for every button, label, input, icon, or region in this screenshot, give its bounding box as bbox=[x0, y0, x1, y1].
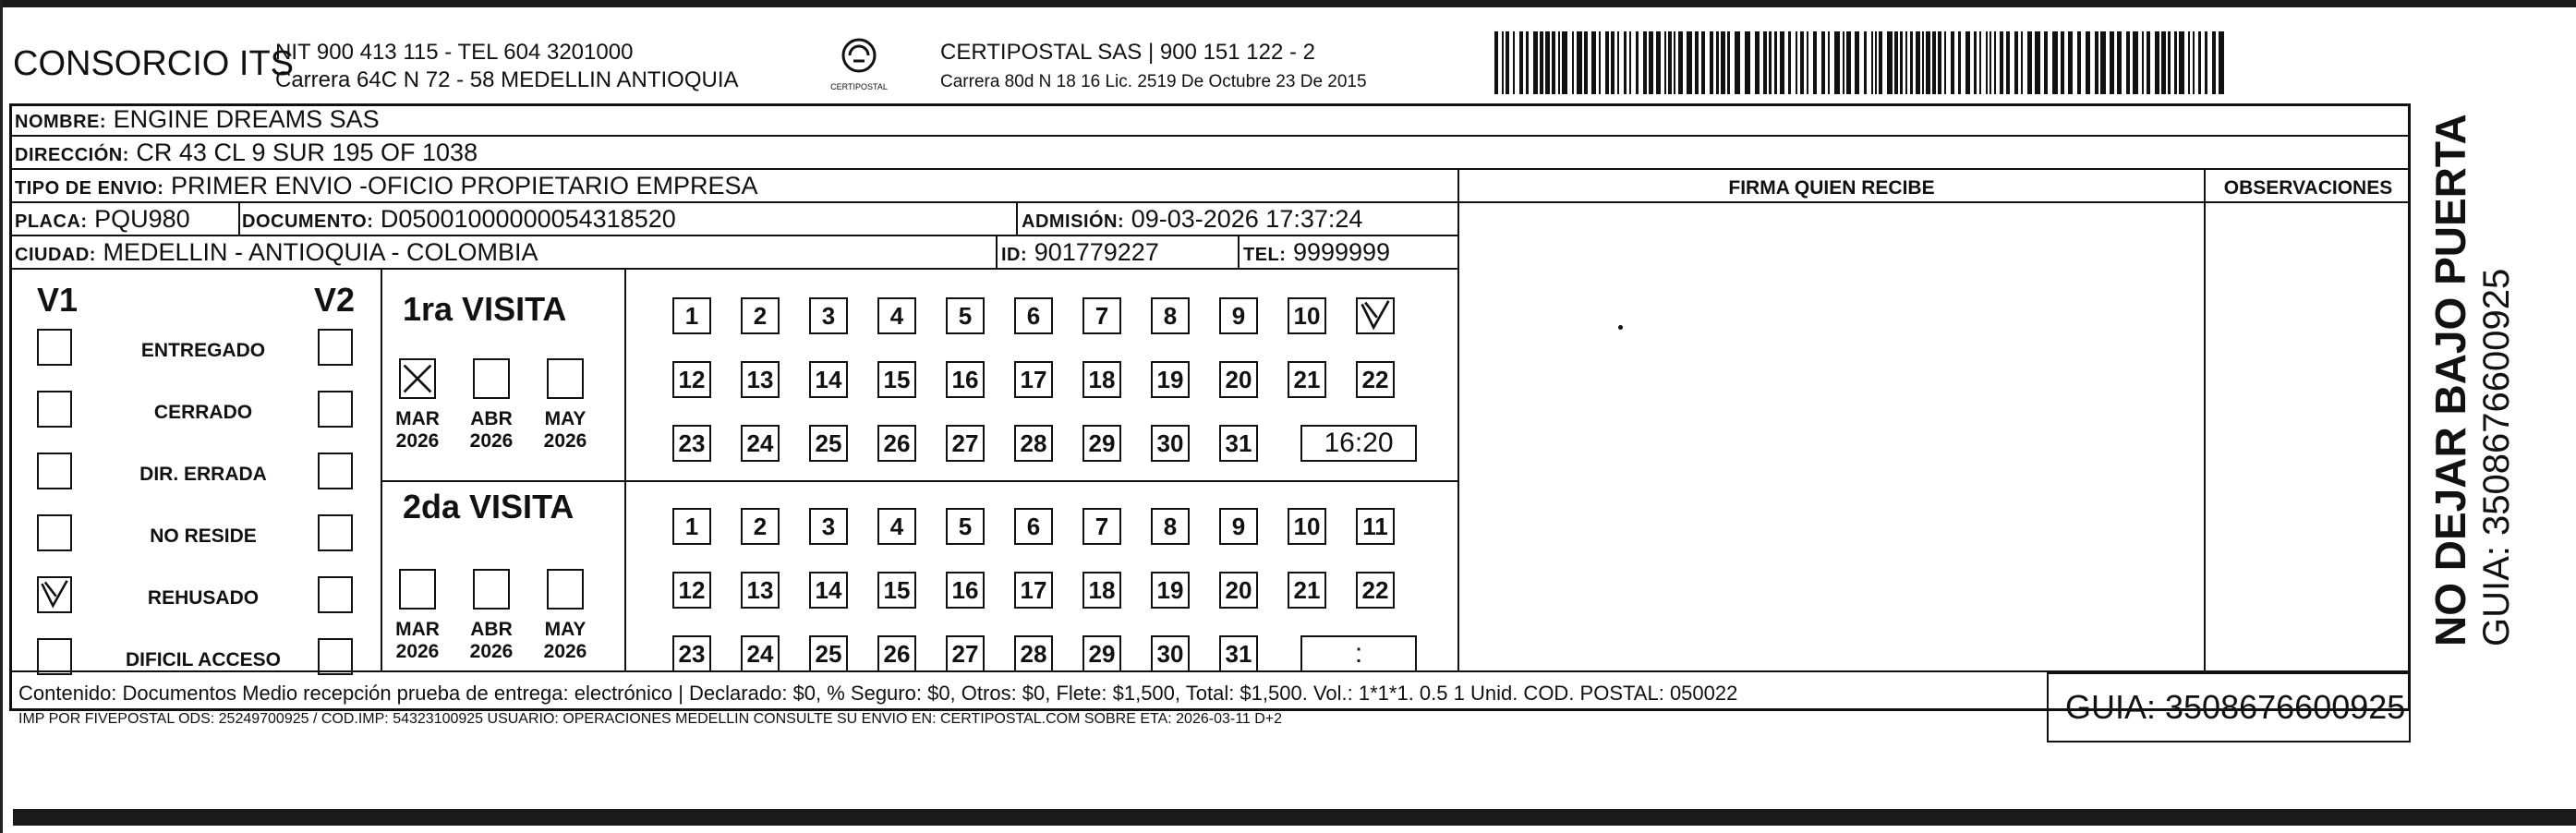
barcode-bar bbox=[2014, 31, 2018, 94]
barcode-bar bbox=[1938, 31, 1941, 94]
barcode-bar bbox=[1932, 31, 1936, 94]
v2-checkbox bbox=[318, 453, 353, 489]
barcode-bar bbox=[1986, 31, 1988, 94]
first-day-box: 31 bbox=[1219, 425, 1258, 462]
documento-label: DOCUMENTO: bbox=[242, 211, 374, 232]
firma-header: FIRMA QUIEN RECIBE bbox=[1728, 177, 1935, 199]
second-day-box: 14 bbox=[809, 572, 848, 609]
obs-col-divider bbox=[2204, 170, 2206, 672]
barcode-bar bbox=[2021, 31, 2023, 94]
barcode-bar bbox=[1763, 31, 1767, 94]
barcode-bar bbox=[1958, 31, 1961, 94]
check-mark-icon bbox=[39, 578, 70, 611]
visit-divider bbox=[381, 480, 1457, 482]
barcode-bar bbox=[1664, 31, 1666, 94]
barcode-bar bbox=[1506, 31, 1509, 94]
first-day-box: 26 bbox=[877, 425, 916, 462]
nombre-value: ENGINE DREAMS SAS bbox=[113, 105, 380, 133]
barcode-bar bbox=[1871, 31, 1873, 94]
carrier-license: Carrera 80d N 18 16 Lic. 2519 De Octubre 23 De 2015 bbox=[940, 72, 1367, 91]
month-year: 2026 bbox=[543, 430, 587, 452]
barcode-bar bbox=[1624, 31, 1627, 94]
barcode-bar bbox=[2155, 31, 2159, 94]
tel-label: TEL: bbox=[1243, 245, 1287, 265]
first-day-box: 25 bbox=[809, 425, 848, 462]
bottom-border bbox=[13, 809, 2576, 826]
barcode-bar bbox=[1994, 31, 1996, 94]
barcode-bar bbox=[1879, 31, 1882, 94]
admision-label: ADMISIÓN: bbox=[1022, 211, 1125, 232]
documento-value: D05001000000054318520 bbox=[380, 205, 676, 233]
first-day-box: 8 bbox=[1151, 297, 1190, 334]
second-day-box: 25 bbox=[809, 635, 848, 672]
second-month-checkbox bbox=[399, 569, 436, 610]
first-day-box bbox=[1356, 297, 1395, 334]
barcode-bar bbox=[1721, 31, 1725, 94]
first-day-box: 30 bbox=[1151, 425, 1190, 462]
barcode-bar bbox=[2110, 31, 2114, 94]
first-day-box: 2 bbox=[741, 297, 780, 334]
company-info bbox=[275, 39, 739, 94]
v2-header: V2 bbox=[314, 281, 356, 319]
admision-divider bbox=[1016, 203, 1018, 236]
first-day-box: 9 bbox=[1219, 297, 1258, 334]
barcode-bar bbox=[2077, 31, 2081, 94]
signature-mark bbox=[1618, 325, 1623, 330]
second-day-box: 4 bbox=[877, 508, 916, 545]
barcode-bar bbox=[1649, 31, 1653, 94]
tel-value: 9999999 bbox=[1292, 238, 1391, 266]
barcode-bar bbox=[2205, 31, 2207, 94]
check-mark-icon bbox=[401, 360, 434, 397]
barcode-bar bbox=[1979, 31, 1981, 94]
status-label: ENTREGADO bbox=[140, 340, 266, 361]
v2-checkbox bbox=[318, 514, 353, 551]
side-guia: GUIA: 3508676600925 bbox=[2476, 268, 2517, 646]
barcode-bar bbox=[1922, 31, 1924, 94]
v1-checkbox bbox=[37, 514, 72, 551]
barcode-bar bbox=[1800, 31, 1804, 94]
status-label: DIFICIL ACCESO bbox=[125, 649, 281, 670]
barcode-bar bbox=[2027, 31, 2032, 94]
first-day-box: 13 bbox=[741, 361, 780, 398]
barcode-bar bbox=[1905, 31, 1907, 94]
top-border bbox=[0, 0, 2576, 7]
first-day-box: 23 bbox=[672, 425, 711, 462]
barcode-bar bbox=[2142, 31, 2144, 94]
first-day-box: 14 bbox=[809, 361, 848, 398]
second-day-box: 8 bbox=[1151, 508, 1190, 545]
barcode-bar bbox=[2161, 31, 2166, 94]
barcode-bar bbox=[2188, 31, 2190, 94]
first-day-box: 24 bbox=[741, 425, 780, 462]
barcode-bar bbox=[1769, 31, 1772, 94]
second-month-label bbox=[392, 619, 443, 663]
barcode-bar bbox=[1843, 31, 1844, 94]
barcode-bar bbox=[2095, 31, 2098, 94]
nombre-row bbox=[9, 103, 2411, 137]
side-warning: NO DEJAR BAJO PUERTA bbox=[2426, 114, 2474, 646]
barcode-bar bbox=[2126, 31, 2130, 94]
barcode-bar bbox=[2000, 31, 2003, 94]
barcode-bar bbox=[1864, 31, 1867, 94]
status-label: DIR. ERRADA bbox=[139, 464, 267, 485]
barcode-bar bbox=[2174, 31, 2177, 94]
second-day-box: 2 bbox=[741, 508, 780, 545]
barcode-bar bbox=[1894, 31, 1898, 94]
firma-col-divider bbox=[1457, 170, 1459, 672]
second-day-box: 16 bbox=[946, 572, 985, 609]
month-day-divider bbox=[624, 270, 626, 672]
barcode-bar bbox=[1599, 31, 1601, 94]
nombre-label: NOMBRE: bbox=[15, 112, 107, 132]
content-summary: Contenido: Documentos Medio recepción prueba de entrega: electrónico | Declarado: $0, % Seguro: $0, Otros: $0, Flete: $1,500, Total: $1,500. Vol.: 1*1*1. 0.5 1 Unid. COD. POSTAL: 050022 bbox=[18, 682, 1738, 705]
tipo-row bbox=[9, 170, 1457, 203]
second-day-box: 11 bbox=[1356, 508, 1395, 545]
first-month-label bbox=[539, 408, 591, 453]
direccion-label: DIRECCIÓN: bbox=[15, 145, 129, 165]
observaciones-header: OBSERVACIONES bbox=[2223, 177, 2393, 199]
v1-checkbox bbox=[37, 638, 72, 675]
tipo-value: PRIMER ENVIO -OFICIO PROPIETARIO EMPRESA bbox=[170, 172, 758, 199]
barcode-bar bbox=[1502, 31, 1504, 94]
second-visit-title: 2da VISITA bbox=[403, 488, 574, 525]
barcode-bar bbox=[1745, 31, 1750, 94]
second-month-label bbox=[466, 619, 517, 663]
month-name: MAY bbox=[544, 408, 587, 429]
barcode-bar bbox=[2044, 31, 2048, 94]
first-month-label bbox=[392, 408, 443, 453]
barcode-bar bbox=[1813, 31, 1817, 94]
second-day-box: 19 bbox=[1151, 572, 1190, 609]
barcode-bar bbox=[1900, 31, 1903, 94]
first-day-box: 20 bbox=[1219, 361, 1258, 398]
barcode-bar bbox=[1584, 31, 1588, 94]
second-time-box: : bbox=[1300, 635, 1417, 672]
second-day-box: 20 bbox=[1219, 572, 1258, 609]
barcode-bar bbox=[1591, 31, 1596, 94]
id-cell bbox=[1001, 236, 1159, 271]
placa-divider bbox=[238, 203, 240, 236]
carrier-name: CERTIPOSTAL SAS | 900 151 122 - 2 bbox=[940, 40, 1315, 65]
second-day-box: 13 bbox=[741, 572, 780, 609]
barcode-bar bbox=[1796, 31, 1797, 94]
month-name: ABR bbox=[470, 619, 513, 640]
second-day-box: 9 bbox=[1219, 508, 1258, 545]
barcode-bar bbox=[1727, 31, 1730, 94]
month-year: 2026 bbox=[543, 641, 587, 662]
barcode-bar bbox=[1611, 31, 1615, 94]
barcode-bar bbox=[1695, 31, 1699, 94]
direccion-row bbox=[9, 137, 2411, 170]
id-divider bbox=[996, 236, 998, 270]
barcode-bar bbox=[2179, 31, 2184, 94]
second-day-box: 26 bbox=[877, 635, 916, 672]
col-header-line bbox=[1457, 201, 2411, 203]
second-day-box: 24 bbox=[741, 635, 780, 672]
first-day-box: 16 bbox=[946, 361, 985, 398]
first-day-box: 3 bbox=[809, 297, 848, 334]
second-day-box: 28 bbox=[1014, 635, 1053, 672]
documento-cell bbox=[242, 203, 676, 237]
barcode-bar bbox=[1577, 31, 1582, 94]
second-day-box: 10 bbox=[1288, 508, 1326, 545]
id-value: 901779227 bbox=[1034, 238, 1159, 266]
barcode-bar bbox=[2133, 31, 2138, 94]
barcode-bar bbox=[2100, 31, 2106, 94]
first-month-label bbox=[466, 408, 517, 453]
barcode-bar bbox=[2219, 31, 2224, 94]
second-day-box: 31 bbox=[1219, 635, 1258, 672]
first-day-box: 6 bbox=[1014, 297, 1053, 334]
second-day-box: 21 bbox=[1288, 572, 1326, 609]
barcode-bar bbox=[2086, 31, 2090, 94]
barcode-bar bbox=[1572, 31, 1574, 94]
barcode-bar bbox=[1821, 31, 1825, 94]
second-day-box: 6 bbox=[1014, 508, 1053, 545]
company-nit: NIT 900 413 115 - TEL 604 3201000 bbox=[275, 40, 634, 65]
barcode-bar bbox=[1636, 31, 1639, 94]
barcode-bar bbox=[2193, 31, 2195, 94]
month-year: 2026 bbox=[395, 641, 440, 662]
barcode-bar bbox=[1540, 31, 1543, 94]
first-month-checkbox bbox=[473, 358, 510, 399]
barcode-bar bbox=[1716, 31, 1719, 94]
logo-text: CERTIPOSTAL bbox=[830, 82, 888, 91]
status-label: NO RESIDE bbox=[150, 525, 257, 547]
ciudad-label: CIUDAD: bbox=[15, 245, 96, 265]
v1-checkbox bbox=[37, 576, 72, 613]
barcode-bar bbox=[1513, 31, 1515, 94]
print-info: IMP POR FIVEPOSTAL ODS: 25249700925 / COD.IMP: 54323100925 USUARIO: OPERACIONES MEDELLIN CONSULTE SU ENVIO EN: CERTIPOSTAL.COM SOBRE ETA: 2026-03-11 D+2 bbox=[18, 711, 1283, 727]
barcode-bar bbox=[1916, 31, 1920, 94]
first-day-box: 19 bbox=[1151, 361, 1190, 398]
placa-row bbox=[9, 203, 1457, 236]
first-day-box: 7 bbox=[1082, 297, 1121, 334]
second-day-box: 12 bbox=[672, 572, 711, 609]
second-day-box: 1 bbox=[672, 508, 711, 545]
carrier-info bbox=[940, 39, 1367, 96]
status-label: CERRADO bbox=[153, 402, 253, 423]
barcode-bar bbox=[1656, 31, 1661, 94]
second-day-box: 22 bbox=[1356, 572, 1395, 609]
first-time-box: 16:20 bbox=[1300, 425, 1417, 462]
barcode-bar bbox=[1944, 31, 1946, 94]
barcode-bar bbox=[1545, 31, 1550, 94]
barcode-bar bbox=[1875, 31, 1877, 94]
barcode bbox=[1494, 31, 2229, 94]
v2-checkbox bbox=[318, 391, 353, 428]
second-month-checkbox bbox=[547, 569, 584, 610]
placa-value: PQU980 bbox=[94, 205, 190, 233]
barcode-bar bbox=[1558, 31, 1560, 94]
barcode-bar bbox=[1494, 31, 1498, 94]
barcode-bar bbox=[1735, 31, 1740, 94]
first-day-box: 18 bbox=[1082, 361, 1121, 398]
v1-header: V1 bbox=[37, 281, 79, 319]
barcode-bar bbox=[2006, 31, 2010, 94]
second-day-box: 3 bbox=[809, 508, 848, 545]
first-month-checkbox bbox=[399, 358, 436, 399]
barcode-bar bbox=[1774, 31, 1777, 94]
first-day-box: 10 bbox=[1288, 297, 1326, 334]
month-year: 2026 bbox=[469, 430, 514, 452]
v2-checkbox bbox=[318, 638, 353, 675]
barcode-bar bbox=[2061, 31, 2064, 94]
status-label: REHUSADO bbox=[147, 587, 260, 609]
admision-cell bbox=[1022, 203, 1362, 237]
barcode-bar bbox=[1701, 31, 1705, 94]
barcode-bar bbox=[2168, 31, 2171, 94]
v2-checkbox bbox=[318, 329, 353, 366]
first-day-box: 1 bbox=[672, 297, 711, 334]
v1-checkbox bbox=[37, 391, 72, 428]
barcode-bar bbox=[1562, 31, 1567, 94]
barcode-bar bbox=[1788, 31, 1791, 94]
status-visit-divider bbox=[381, 270, 382, 672]
first-day-box: 4 bbox=[877, 297, 916, 334]
second-day-box: 23 bbox=[672, 635, 711, 672]
first-day-box: 5 bbox=[946, 297, 985, 334]
barcode-bar bbox=[2035, 31, 2040, 94]
barcode-bar bbox=[1974, 31, 1977, 94]
barcode-bar bbox=[1617, 31, 1619, 94]
barcode-bar bbox=[1965, 31, 1970, 94]
month-name: MAR bbox=[395, 408, 440, 429]
first-day-box: 21 bbox=[1288, 361, 1326, 398]
certipostal-logo bbox=[813, 35, 905, 92]
barcode-bar bbox=[1526, 31, 1529, 94]
placa-label: PLACA: bbox=[15, 211, 88, 232]
barcode-bar bbox=[1828, 31, 1830, 94]
second-month-label bbox=[539, 619, 591, 663]
second-day-box: 30 bbox=[1151, 635, 1190, 672]
tipo-label: TIPO DE ENVIO: bbox=[15, 178, 164, 199]
second-month-checkbox bbox=[473, 569, 510, 610]
barcode-bar bbox=[1674, 31, 1675, 94]
month-name: ABR bbox=[470, 408, 513, 429]
direccion-value: CR 43 CL 9 SUR 195 OF 1038 bbox=[136, 139, 478, 166]
month-name: MAR bbox=[395, 619, 440, 640]
first-day-box: 15 bbox=[877, 361, 916, 398]
logo-emblem-icon bbox=[813, 35, 905, 76]
id-label: ID: bbox=[1001, 245, 1028, 265]
first-day-box: 29 bbox=[1082, 425, 1121, 462]
second-day-box: 7 bbox=[1082, 508, 1121, 545]
barcode-bar bbox=[2068, 31, 2073, 94]
v2-checkbox bbox=[318, 576, 353, 613]
second-day-box: 5 bbox=[946, 508, 985, 545]
left-border bbox=[0, 0, 3, 833]
barcode-bar bbox=[1710, 31, 1713, 94]
company-name: CONSORCIO ITS bbox=[13, 44, 295, 83]
barcode-bar bbox=[1533, 31, 1538, 94]
barcode-bar bbox=[1807, 31, 1808, 94]
side-notice bbox=[2420, 114, 2558, 646]
ciudad-value: MEDELLIN - ANTIOQUIA - COLOMBIA bbox=[103, 238, 538, 266]
ciudad-cell bbox=[15, 236, 538, 271]
tel-cell bbox=[1243, 236, 1390, 271]
barcode-bar bbox=[2212, 31, 2216, 94]
barcode-bar bbox=[2052, 31, 2058, 94]
first-day-box: 22 bbox=[1356, 361, 1395, 398]
second-day-box: 18 bbox=[1082, 572, 1121, 609]
second-day-box: 29 bbox=[1082, 635, 1121, 672]
month-year: 2026 bbox=[469, 641, 514, 662]
guia-box: GUIA: 3508676600925 bbox=[2047, 672, 2411, 742]
company-address: Carrera 64C N 72 - 58 MEDELLIN ANTIOQUIA bbox=[275, 67, 739, 92]
barcode-bar bbox=[1643, 31, 1647, 94]
v1-checkbox bbox=[37, 453, 72, 489]
placa-cell bbox=[15, 203, 190, 237]
barcode-bar bbox=[2147, 31, 2150, 94]
tel-divider bbox=[1238, 236, 1240, 270]
barcode-bar bbox=[1629, 31, 1631, 94]
second-day-box: 27 bbox=[946, 635, 985, 672]
barcode-bar bbox=[1605, 31, 1609, 94]
barcode-bar bbox=[1887, 31, 1893, 94]
month-year: 2026 bbox=[395, 430, 440, 452]
barcode-bar bbox=[1989, 31, 1991, 94]
barcode-bar bbox=[1678, 31, 1683, 94]
first-day-box: 28 bbox=[1014, 425, 1053, 462]
barcode-bar bbox=[1780, 31, 1784, 94]
month-name: MAY bbox=[544, 619, 587, 640]
ciudad-row bbox=[9, 236, 1457, 270]
barcode-bar bbox=[1668, 31, 1672, 94]
barcode-bar bbox=[1834, 31, 1840, 94]
barcode-bar bbox=[1951, 31, 1954, 94]
second-day-box: 17 bbox=[1014, 572, 1053, 609]
first-day-box: 27 bbox=[946, 425, 985, 462]
barcode-bar bbox=[1552, 31, 1555, 94]
barcode-bar bbox=[1846, 31, 1851, 94]
first-visit-title: 1ra VISITA bbox=[403, 290, 567, 328]
barcode-bar bbox=[1926, 31, 1930, 94]
barcode-bar bbox=[1519, 31, 1523, 94]
second-day-box: 15 bbox=[877, 572, 916, 609]
barcode-bar bbox=[1755, 31, 1760, 94]
barcode-bar bbox=[1855, 31, 1859, 94]
first-day-box: 17 bbox=[1014, 361, 1053, 398]
first-day-box: 12 bbox=[672, 361, 711, 398]
barcode-bar bbox=[1910, 31, 1913, 94]
v1-checkbox bbox=[37, 329, 72, 366]
first-month-checkbox bbox=[547, 358, 584, 399]
barcode-bar bbox=[1687, 31, 1692, 94]
admision-value: 09-03-2026 17:37:24 bbox=[1131, 205, 1363, 233]
barcode-bar bbox=[2117, 31, 2122, 94]
check-mark-icon bbox=[1358, 299, 1393, 332]
barcode-bar bbox=[2198, 31, 2201, 94]
